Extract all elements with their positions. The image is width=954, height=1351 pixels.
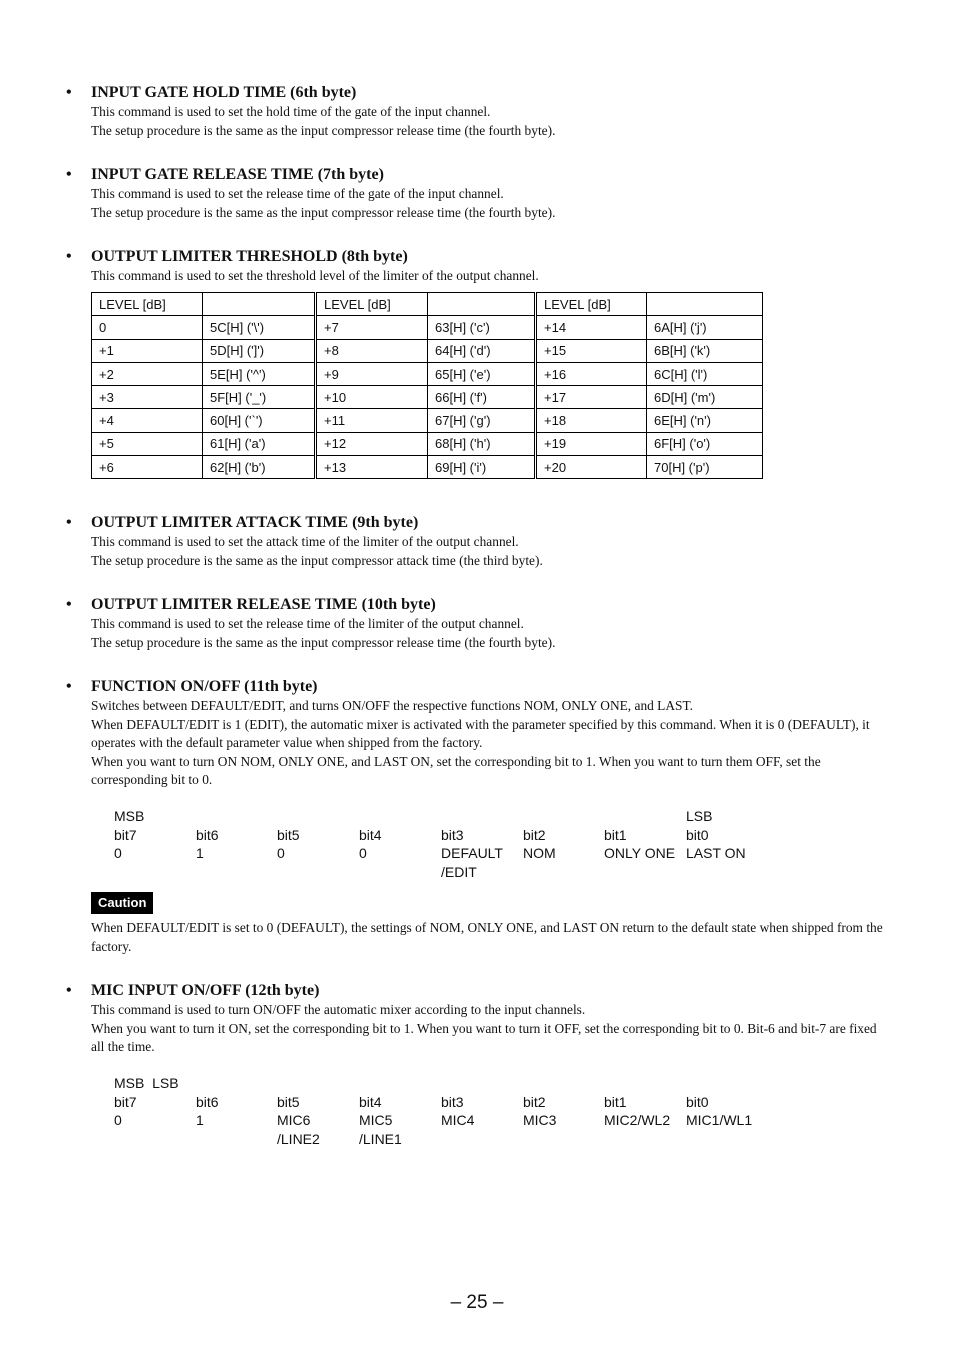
bit-label: bit2 bbox=[523, 826, 546, 843]
section-heading bbox=[66, 247, 886, 267]
table-cell: 60[H] ('`') bbox=[203, 409, 316, 432]
page-number: – 25 – bbox=[450, 1292, 504, 1313]
bit-label: bit4 bbox=[359, 826, 382, 843]
bit-value: 0 bbox=[114, 845, 122, 861]
table-cell: +15 bbox=[536, 339, 647, 362]
table-cell: +19 bbox=[536, 432, 647, 455]
section-heading bbox=[66, 595, 886, 615]
body-line: This command is used to set the release time of the limiter of the output channel. bbox=[91, 616, 524, 631]
table-row bbox=[92, 339, 763, 362]
section-body bbox=[66, 697, 886, 790]
section-output-limiter-release-time bbox=[66, 595, 886, 652]
table-cell: 63[H] ('c') bbox=[428, 316, 536, 339]
table-cell: +1 bbox=[92, 339, 203, 362]
table-cell: +12 bbox=[316, 432, 428, 455]
bit-value: MIC2/WL2 bbox=[604, 1112, 671, 1128]
table-cell: 0 bbox=[92, 316, 203, 339]
header-cell: LEVEL [dB] bbox=[536, 293, 647, 316]
table-cell: 6C[H] ('l') bbox=[647, 362, 763, 385]
body-line: When you want to turn it ON, set the corresponding bit to 1. When you want to turn it OFF, set the corresponding bit to 0. Bit-6 and bit-7 are fixed all the time. bbox=[91, 1020, 877, 1055]
table-cell: 65[H] ('e') bbox=[428, 362, 536, 385]
table-cell: 70[H] ('p') bbox=[647, 456, 763, 479]
table-cell: 6E[H] ('n') bbox=[647, 409, 763, 432]
body-line: This command is used to set the hold time of the gate of the input channel. bbox=[91, 104, 491, 119]
bit-value: 1 bbox=[196, 1112, 204, 1128]
bullet: • bbox=[66, 166, 72, 183]
bit-value: ONLY ONE bbox=[604, 845, 676, 861]
table-row bbox=[92, 362, 763, 385]
bit-value: MIC4 bbox=[441, 1112, 475, 1128]
table-cell: +10 bbox=[316, 386, 428, 409]
bit-label: bit0 bbox=[686, 1093, 709, 1110]
heading-text: OUTPUT LIMITER ATTACK TIME (9th byte) bbox=[91, 514, 419, 531]
bullet: • bbox=[66, 596, 72, 613]
bit-label: bit6 bbox=[196, 826, 219, 843]
threshold-table bbox=[91, 292, 763, 479]
bit-value: NOM bbox=[523, 845, 556, 861]
bullet: • bbox=[66, 678, 72, 695]
body-line: This command is used to set the release time of the gate of the input channel. bbox=[91, 186, 504, 201]
bit-value-continued: /LINE2 bbox=[277, 1130, 320, 1147]
body-line: The setup procedure is the same as the input compressor release time (the fourth byte). bbox=[91, 122, 556, 138]
table-cell: 62[H] ('b') bbox=[203, 456, 316, 479]
body-line: This command is used to set the attack time of the limiter of the output channel. bbox=[91, 534, 519, 549]
table-cell: +14 bbox=[536, 316, 647, 339]
section-body bbox=[66, 103, 886, 140]
table-cell: 6B[H] ('k') bbox=[647, 339, 763, 362]
header-cell: LEVEL [dB] bbox=[92, 293, 203, 316]
table-row bbox=[92, 316, 763, 339]
bit-value: 1 bbox=[196, 845, 204, 861]
table-header-row bbox=[92, 293, 763, 316]
section-heading bbox=[66, 513, 886, 533]
bit-value: DEFAULT bbox=[441, 845, 503, 861]
table-cell: +7 bbox=[316, 316, 428, 339]
table-cell: +20 bbox=[536, 456, 647, 479]
bit-label: bit1 bbox=[604, 1093, 627, 1110]
table-row bbox=[92, 386, 763, 409]
bit-value: LAST ON bbox=[686, 845, 746, 861]
heading-text: MIC INPUT ON/OFF (12th byte) bbox=[91, 982, 320, 999]
table-row bbox=[92, 432, 763, 455]
table-cell: +8 bbox=[316, 339, 428, 362]
table-cell: +6 bbox=[92, 456, 203, 479]
bit-value-continued: /EDIT bbox=[441, 863, 477, 880]
table-cell: +3 bbox=[92, 386, 203, 409]
section-input-gate-hold-time bbox=[66, 83, 886, 140]
bit-value: 0 bbox=[277, 845, 285, 861]
body-line: The setup procedure is the same as the input compressor attack time (the third byte). bbox=[91, 552, 543, 568]
section-body bbox=[66, 185, 886, 222]
section-heading bbox=[66, 981, 886, 1001]
body-line: The setup procedure is the same as the input compressor release time (the fourth byte). bbox=[91, 204, 556, 220]
table-cell: +18 bbox=[536, 409, 647, 432]
heading-text: OUTPUT LIMITER THRESHOLD (8th byte) bbox=[91, 248, 408, 265]
body-line: Switches between DEFAULT/EDIT, and turns ON/OFF the respective functions NOM, ONLY ONE, and LAST. bbox=[91, 698, 694, 713]
table-cell: 66[H] ('f') bbox=[428, 386, 536, 409]
table-cell: 6F[H] ('o') bbox=[647, 432, 763, 455]
table-row bbox=[92, 456, 763, 479]
table-cell: 6D[H] ('m') bbox=[647, 386, 763, 409]
table-cell: 5F[H] ('_') bbox=[203, 386, 316, 409]
heading-text: INPUT GATE RELEASE TIME (7th byte) bbox=[91, 166, 384, 183]
table-cell: +13 bbox=[316, 456, 428, 479]
bit-label: bit4 bbox=[359, 1093, 382, 1110]
bit-value: 0 bbox=[114, 1112, 122, 1128]
bit-value: MIC6 bbox=[277, 1112, 311, 1128]
table-cell: 69[H] ('i') bbox=[428, 456, 536, 479]
heading-text: FUNCTION ON/OFF (11th byte) bbox=[91, 678, 318, 695]
table-cell: 5E[H] ('^') bbox=[203, 362, 316, 385]
bit-label: bit5 bbox=[277, 826, 300, 843]
table-cell: 64[H] ('d') bbox=[428, 339, 536, 362]
bit-label: bit3 bbox=[441, 826, 464, 843]
bullet: • bbox=[66, 982, 72, 999]
section-output-limiter-attack-time bbox=[66, 513, 886, 570]
table-cell: 5C[H] ('\') bbox=[203, 316, 316, 339]
bit-value: MIC1/WL1 bbox=[686, 1112, 753, 1128]
section-heading bbox=[66, 83, 886, 103]
bit-value: MIC5 bbox=[359, 1112, 393, 1128]
section-body bbox=[66, 267, 886, 286]
table-cell: 68[H] ('h') bbox=[428, 432, 536, 455]
caution-note bbox=[66, 919, 886, 956]
section-body bbox=[66, 1001, 886, 1057]
table-cell: +11 bbox=[316, 409, 428, 432]
table-cell: +2 bbox=[92, 362, 203, 385]
section-heading bbox=[66, 677, 886, 697]
heading-text: INPUT GATE HOLD TIME (6th byte) bbox=[91, 84, 357, 101]
table-cell: 67[H] ('g') bbox=[428, 409, 536, 432]
lsb-label: LSB bbox=[686, 808, 713, 824]
bit-label: bit5 bbox=[277, 1093, 300, 1110]
bullet: • bbox=[66, 514, 72, 531]
body-line: This command is used to set the threshold level of the limiter of the output channel. bbox=[91, 268, 539, 283]
bit-value: 0 bbox=[359, 845, 367, 861]
section-mic-input-on-off bbox=[66, 981, 886, 1057]
heading-text: OUTPUT LIMITER RELEASE TIME (10th byte) bbox=[91, 596, 436, 613]
caution-text: When DEFAULT/EDIT is set to 0 (DEFAULT), the settings of NOM, ONLY ONE, and LAST ON return to the default state when shipped from the factory. bbox=[91, 920, 883, 954]
bit-label: bit7 bbox=[114, 1093, 137, 1110]
bit-label: bit3 bbox=[441, 1093, 464, 1110]
section-body bbox=[66, 533, 886, 570]
table-row bbox=[92, 409, 763, 432]
msb-lsb-label: MSB LSB bbox=[114, 1075, 179, 1091]
section-input-gate-release-time bbox=[66, 165, 886, 222]
table-cell: +4 bbox=[92, 409, 203, 432]
caution-body bbox=[66, 919, 886, 956]
caution-badge: Caution bbox=[91, 892, 153, 914]
table-cell: +17 bbox=[536, 386, 647, 409]
section-body bbox=[66, 615, 886, 652]
table-cell: +5 bbox=[92, 432, 203, 455]
bit-label: bit2 bbox=[523, 1093, 546, 1110]
table-cell: +9 bbox=[316, 362, 428, 385]
body-line: The setup procedure is the same as the input compressor release time (the fourth byte). bbox=[91, 634, 556, 650]
bit-label: bit7 bbox=[114, 826, 137, 843]
bit-label: bit1 bbox=[604, 826, 627, 843]
section-output-limiter-threshold bbox=[66, 247, 886, 286]
body-line: This command is used to turn ON/OFF the automatic mixer according to the input channels. bbox=[91, 1002, 586, 1017]
section-heading bbox=[66, 165, 886, 185]
table-cell: 61[H] ('a') bbox=[203, 432, 316, 455]
bit-value: MIC3 bbox=[523, 1112, 557, 1128]
section-function-on-off bbox=[66, 677, 886, 790]
table-cell: +16 bbox=[536, 362, 647, 385]
msb-label: MSB bbox=[114, 808, 145, 824]
body-line: When DEFAULT/EDIT is 1 (EDIT), the automatic mixer is activated with the parameter specified by this command. When it is 0 (DEFAULT), it operates with the default parameter value when shipped from the factory. bbox=[91, 716, 870, 751]
header-cell: LEVEL [dB] bbox=[316, 293, 428, 316]
bit-label: bit0 bbox=[686, 826, 709, 843]
header-cell bbox=[428, 293, 536, 316]
bullet: • bbox=[66, 248, 72, 265]
bullet: • bbox=[66, 84, 72, 101]
bit-label: bit6 bbox=[196, 1093, 219, 1110]
header-cell bbox=[647, 293, 763, 316]
header-cell bbox=[203, 293, 316, 316]
body-line: When you want to turn ON NOM, ONLY ONE, and LAST ON, set the corresponding bit to 1. When you want to turn them OFF, set the corresponding bit to 0. bbox=[91, 753, 821, 788]
table-cell: 6A[H] ('j') bbox=[647, 316, 763, 339]
bit-value-continued: /LINE1 bbox=[359, 1130, 402, 1147]
table-cell: 5D[H] (']') bbox=[203, 339, 316, 362]
